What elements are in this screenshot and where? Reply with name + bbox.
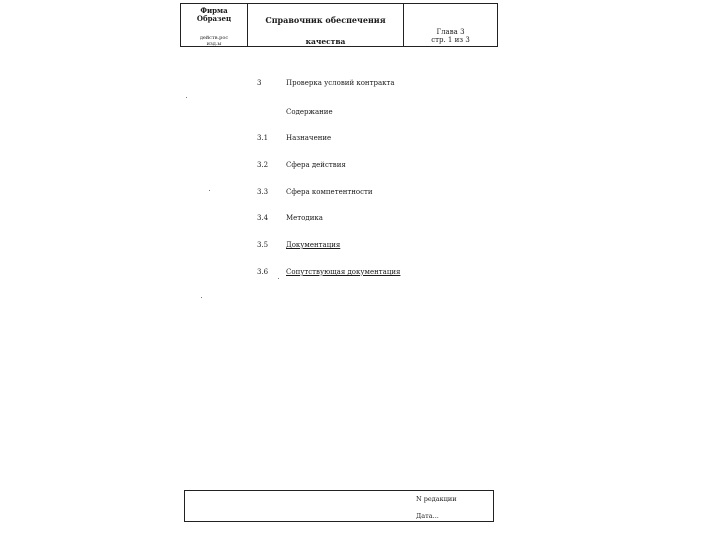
chapter-number: Глава 3	[436, 28, 465, 36]
item-number: 3.6	[257, 268, 269, 276]
document-title: Справочник обеспечения	[265, 15, 386, 25]
chapter-info	[404, 28, 497, 44]
edition-line-1: действ.рос	[199, 35, 229, 41]
firm-name: Фирма	[200, 6, 228, 15]
item-number: 3.3	[257, 188, 269, 196]
item-label: Сфера действия	[286, 161, 346, 169]
item-label: Методика	[286, 214, 323, 222]
edition-line-2: изд.ы	[206, 41, 222, 47]
section-title: Проверка условий контракта	[286, 79, 395, 87]
page-count: стр. 1 из 3	[431, 36, 470, 44]
contents-heading: Содержание	[286, 108, 333, 116]
header-chapter-cell	[404, 4, 497, 46]
scan-speck	[278, 278, 279, 279]
header-firm-cell	[181, 4, 248, 46]
section-number: 3	[257, 79, 262, 87]
revision-label: N редакции	[416, 495, 457, 503]
document-title-line-2: качества	[305, 37, 346, 46]
firm-sample: Образец	[196, 14, 232, 23]
scan-speck	[186, 97, 187, 98]
item-label: Сопутствующая документация	[286, 268, 401, 276]
firm-label	[181, 7, 247, 23]
header-title-cell	[248, 4, 404, 46]
item-number: 3.1	[257, 134, 269, 142]
item-label: Документация	[286, 241, 341, 249]
date-label: Дата...	[416, 512, 439, 520]
item-number: 3.5	[257, 241, 269, 249]
footer-box	[184, 490, 494, 522]
scan-speck	[209, 190, 210, 191]
scan-speck	[201, 297, 202, 298]
item-label: Назначение	[286, 134, 332, 142]
item-label: Сфера компетентности	[286, 188, 373, 196]
item-number: 3.2	[257, 161, 269, 169]
item-number: 3.4	[257, 214, 269, 222]
edition-label	[181, 35, 247, 47]
header-table	[180, 3, 498, 47]
